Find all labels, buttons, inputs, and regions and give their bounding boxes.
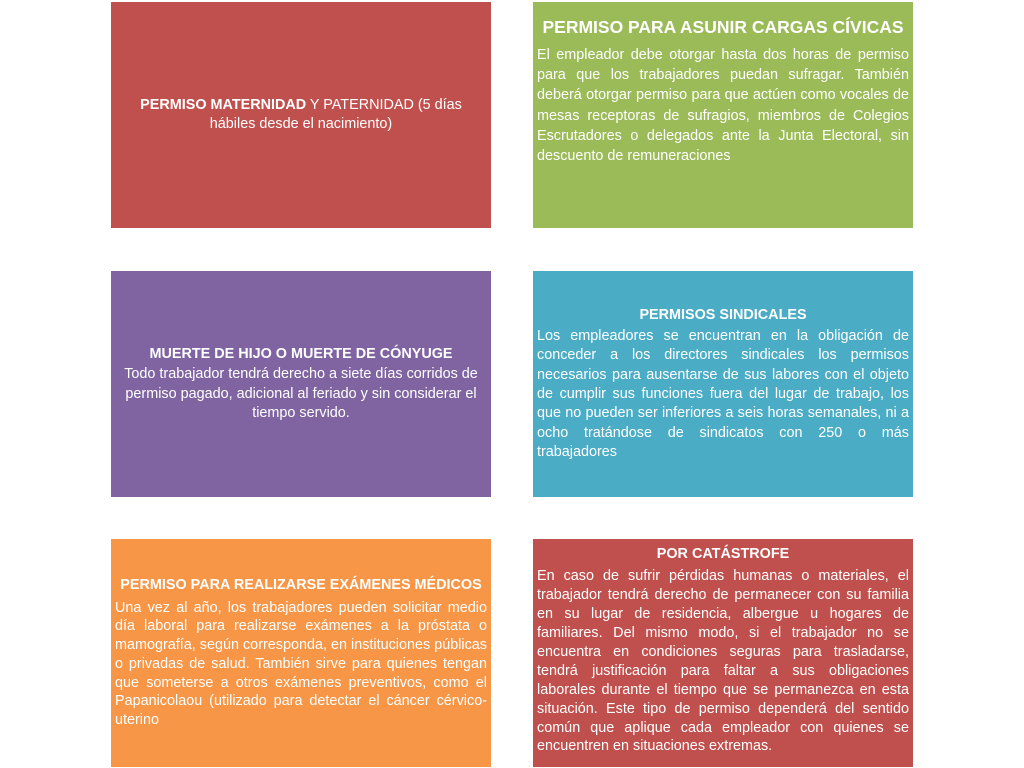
card-permiso-maternidad — [111, 2, 491, 228]
card-title: PERMISOS SINDICALES — [639, 306, 807, 323]
card-text: En caso de sufrir pérdidas humanas o materiales, el trabajador tendrá derecho de permanecer con su familia en su lugar de residencia, albergue u hogares de familiares. Del mismo modo, si el trabajador no se encuentra en condiciones seguras para trasladarse, tendrá justificación para faltar a sus obligaciones laborales durante el tiempo que se permanezca en esta situación. Este tipo de permiso dependerá del sentido común que aplique cada empleador con quienes se encuentren en situaciones extremas. — [537, 568, 909, 755]
card-title: PERMISO PARA REALIZARSE EXÁMENES MÉDICOS — [120, 577, 482, 594]
card-permisos-sindicales — [533, 271, 913, 497]
card-title: POR CATÁSTROFE — [656, 546, 790, 562]
card-title: MUERTE DE HIJO O MUERTE DE CÓNYUGE — [149, 345, 453, 362]
card-text: El empleador debe otorgar hasta dos horas de permiso para que los trabajadores puedan sufragar. También deberá otorgar permiso para que actúen como vocales de mesas receptoras de sufragios, miembros de Colegios Escrutadores o delegados ante la Junta Electoral, sin descuento de remuneraciones — [537, 47, 909, 165]
card-examenes-medicos — [111, 539, 491, 767]
card-muerte-hijo-conyuge — [111, 271, 491, 497]
card-title — [115, 96, 487, 134]
card-text: Todo trabajador tendrá derecho a siete días corridos de permiso pagado, adicional al feriado y sin considerar el tiempo servido. — [124, 366, 478, 421]
card-title-rest: Y PATERNIDAD (5 días hábiles desde el nacimiento) — [209, 97, 462, 132]
card-por-catastrofe — [533, 539, 913, 767]
card-text: Los empleadores se encuentran en la obligación de conceder a los directores sindicales los permisos necesarios para ausentarse de sus labores con el objeto de cumplir sus funciones fuera del lugar de trabajo, los que no pueden ser inferiores a seis horas semanales, ni a ocho tratándose de sindicatos con 250 o más trabajadores — [537, 328, 909, 460]
card-title-bold: PERMISO MATERNIDAD — [140, 97, 307, 113]
card-title: PERMISO PARA ASUNIR CARGAS CÍVICAS — [542, 17, 904, 37]
card-text: Una vez al año, los trabajadores pueden solicitar medio día laboral para realizarse exámenes a la próstata o mamografía, según corresponda, en instituciones públicas o privadas de salud. También sirve para quienes tengan que someterse a otros exámenes preventivos, como el Papanicolaou (utilizado para detectar el cáncer cérvico-uterino — [115, 599, 487, 728]
card-permiso-cargas-civicas — [533, 2, 913, 228]
